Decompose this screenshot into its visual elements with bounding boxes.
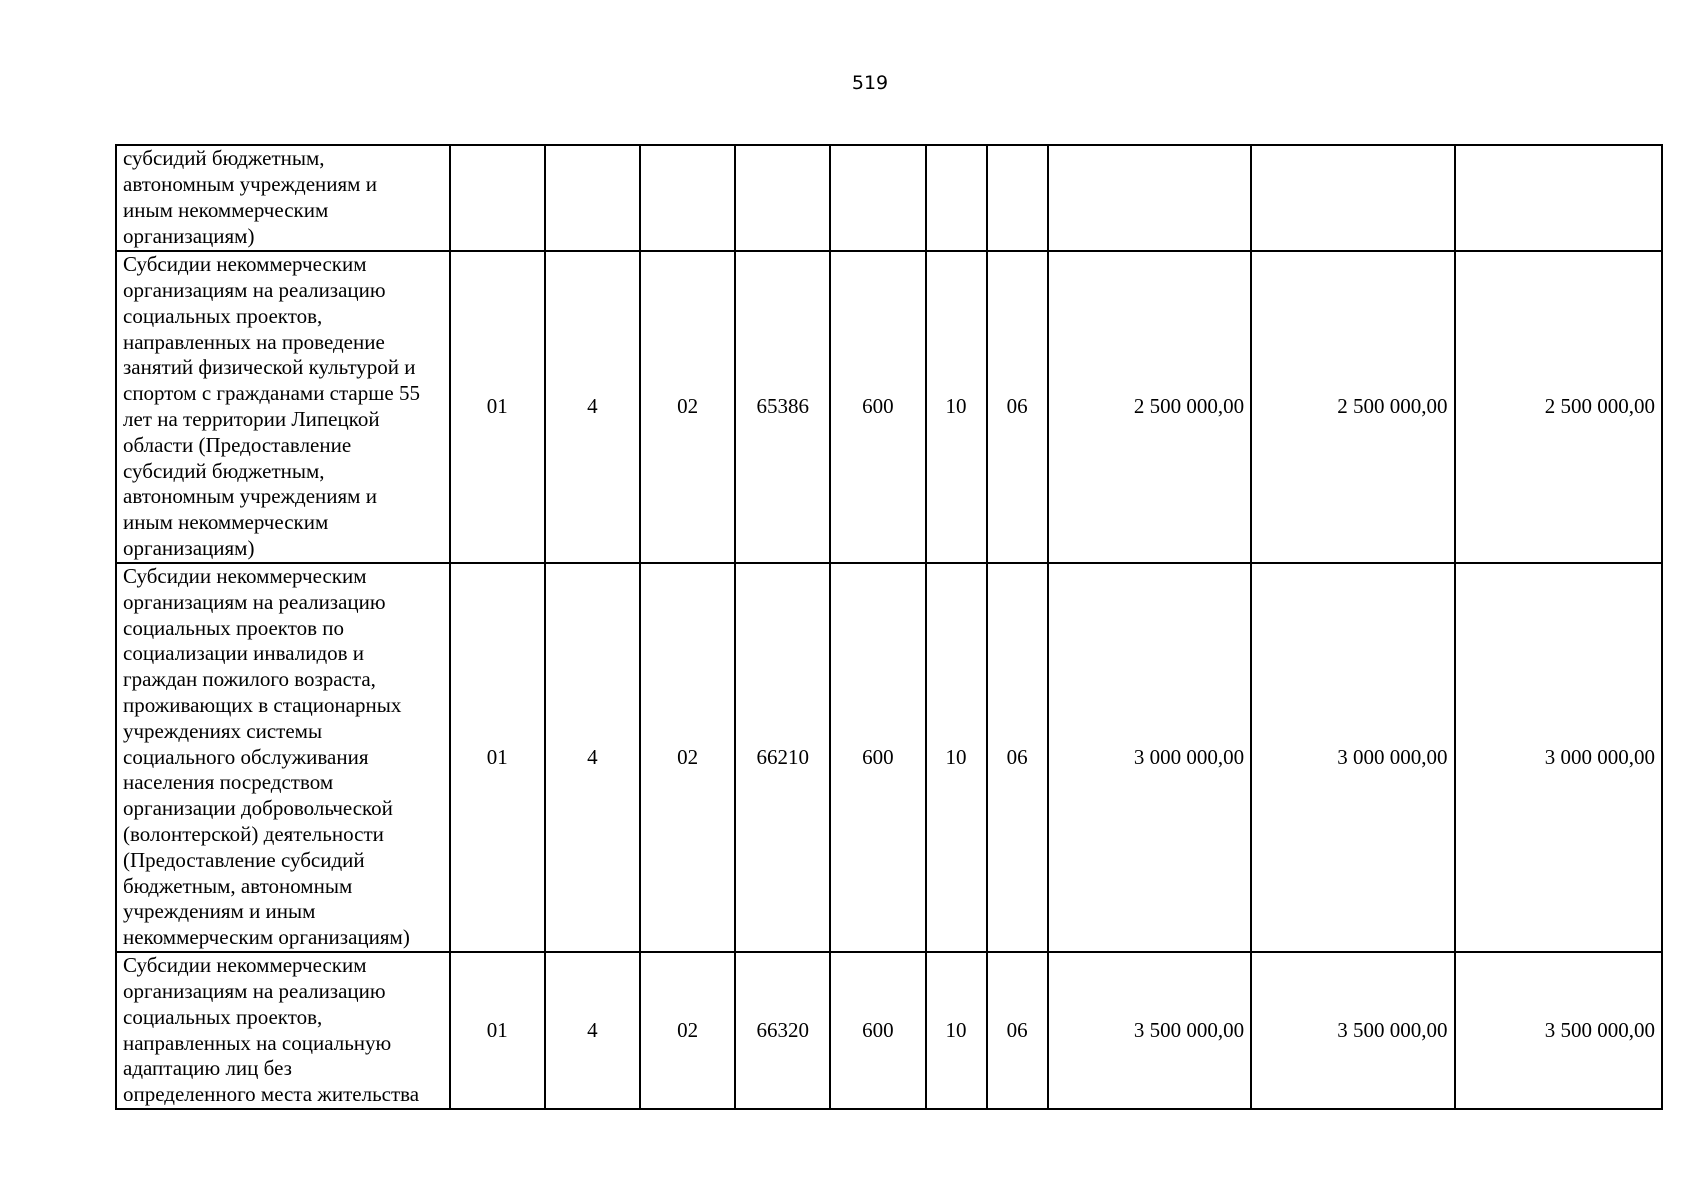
amount-year-3-cell: 2 500 000,00 (1455, 251, 1663, 563)
description-line: организации добровольческой (123, 796, 393, 821)
expense-type-code-cell (830, 145, 925, 251)
expense-type-code-cell: 600 (830, 251, 925, 563)
description-line: социальных проектов, (123, 303, 323, 328)
description-line: иным некоммерческим (123, 198, 329, 222)
amount-year-2-cell: 2 500 000,00 (1251, 251, 1454, 563)
description-cell (116, 952, 450, 1109)
subsection-code-cell: 06 (987, 563, 1048, 952)
amount-year-2-cell (1251, 145, 1454, 251)
description-line: социализации инвалидов и (123, 641, 365, 666)
description-line: автономным учреждениям и (123, 172, 377, 197)
description-line: населения посредством (123, 770, 334, 795)
expense-type-code-cell: 600 (830, 952, 925, 1109)
program-code-cell: 01 (450, 251, 545, 563)
expense-type-code-cell: 600 (830, 563, 925, 952)
description-line: граждан пожилого возраста, (123, 667, 376, 692)
description-line: (волонтерской) деятельности (123, 821, 384, 846)
description-line: субсидий бюджетным, (123, 458, 325, 483)
description-line: автономным учреждениям и (123, 484, 377, 509)
description-cell (116, 251, 450, 563)
description-line: организациям) (123, 535, 255, 560)
budget-table (115, 144, 1663, 1110)
program-code-cell: 01 (450, 563, 545, 952)
table-row (116, 952, 1662, 1109)
description-line: направленных на проведение (123, 329, 385, 354)
description-cell (116, 563, 450, 952)
table-row (116, 145, 1662, 251)
direction-code-cell: 66320 (735, 952, 830, 1109)
amount-year-3-cell: 3 500 000,00 (1455, 952, 1663, 1109)
program-code-cell (450, 145, 545, 251)
description-line: социальных проектов по (123, 615, 345, 640)
table-row (116, 251, 1662, 563)
description-line: лет на территории Липецкой (123, 407, 380, 431)
description-line: направленных на социальную (123, 1030, 392, 1055)
direction-code-cell (735, 145, 830, 251)
amount-year-1-cell (1048, 145, 1251, 251)
subsection-code-cell (987, 145, 1048, 251)
subprogram-code-cell: 4 (545, 563, 640, 952)
subprogram-code-cell (545, 145, 640, 251)
direction-code-cell: 65386 (735, 251, 830, 563)
section-code-cell: 10 (926, 251, 987, 563)
description-line: некоммерческим организациям) (123, 925, 410, 950)
description-line: социальных проектов, (123, 1004, 323, 1029)
description-line: проживающих в стационарных (123, 693, 402, 717)
description-line: организациям на реализацию (123, 589, 386, 614)
description-line: организациям) (123, 223, 255, 248)
main-activity-code-cell (640, 145, 735, 251)
description-line: Субсидии некоммерческим (123, 252, 367, 277)
description-line: учреждениях системы (123, 718, 323, 743)
table-row (116, 563, 1662, 952)
description-line: спортом с гражданами старше 55 (123, 381, 420, 406)
main-activity-code-cell: 02 (640, 952, 735, 1109)
section-code-cell: 10 (926, 952, 987, 1109)
description-line: организациям на реализацию (123, 978, 386, 1003)
subsection-code-cell: 06 (987, 952, 1048, 1109)
description-line: социального обслуживания (123, 744, 369, 769)
subprogram-code-cell: 4 (545, 952, 640, 1109)
amount-year-1-cell: 3 500 000,00 (1048, 952, 1251, 1109)
description-line: организациям на реализацию (123, 278, 386, 303)
description-line: (Предоставление субсидий (123, 847, 365, 872)
amount-year-1-cell: 3 000 000,00 (1048, 563, 1251, 952)
amount-year-2-cell: 3 500 000,00 (1251, 952, 1454, 1109)
description-line: иным некоммерческим (123, 510, 329, 535)
subsection-code-cell: 06 (987, 251, 1048, 563)
description-line: Субсидии некоммерческим (123, 953, 367, 978)
description-line: Субсидии некоммерческим (123, 564, 367, 589)
page-number: 519 (851, 72, 889, 94)
amount-year-1-cell: 2 500 000,00 (1048, 251, 1251, 563)
amount-year-2-cell: 3 000 000,00 (1251, 563, 1454, 952)
description-line: бюджетным, автономным (123, 873, 353, 898)
direction-code-cell: 66210 (735, 563, 830, 952)
description-line: определенного места жительства (123, 1082, 420, 1107)
description-line: области (Предоставление (123, 432, 352, 457)
main-activity-code-cell: 02 (640, 563, 735, 952)
subprogram-code-cell: 4 (545, 251, 640, 563)
description-line: субсидий бюджетным, (123, 146, 325, 171)
description-line: адаптацию лиц без (123, 1056, 292, 1081)
program-code-cell: 01 (450, 952, 545, 1109)
description-line: занятий физической культурой и (123, 355, 416, 380)
description-cell (116, 145, 450, 251)
description-line: учреждениям и иным (123, 899, 316, 924)
section-code-cell (926, 145, 987, 251)
section-code-cell: 10 (926, 563, 987, 952)
amount-year-3-cell: 3 000 000,00 (1455, 563, 1663, 952)
amount-year-3-cell (1455, 145, 1663, 251)
main-activity-code-cell: 02 (640, 251, 735, 563)
